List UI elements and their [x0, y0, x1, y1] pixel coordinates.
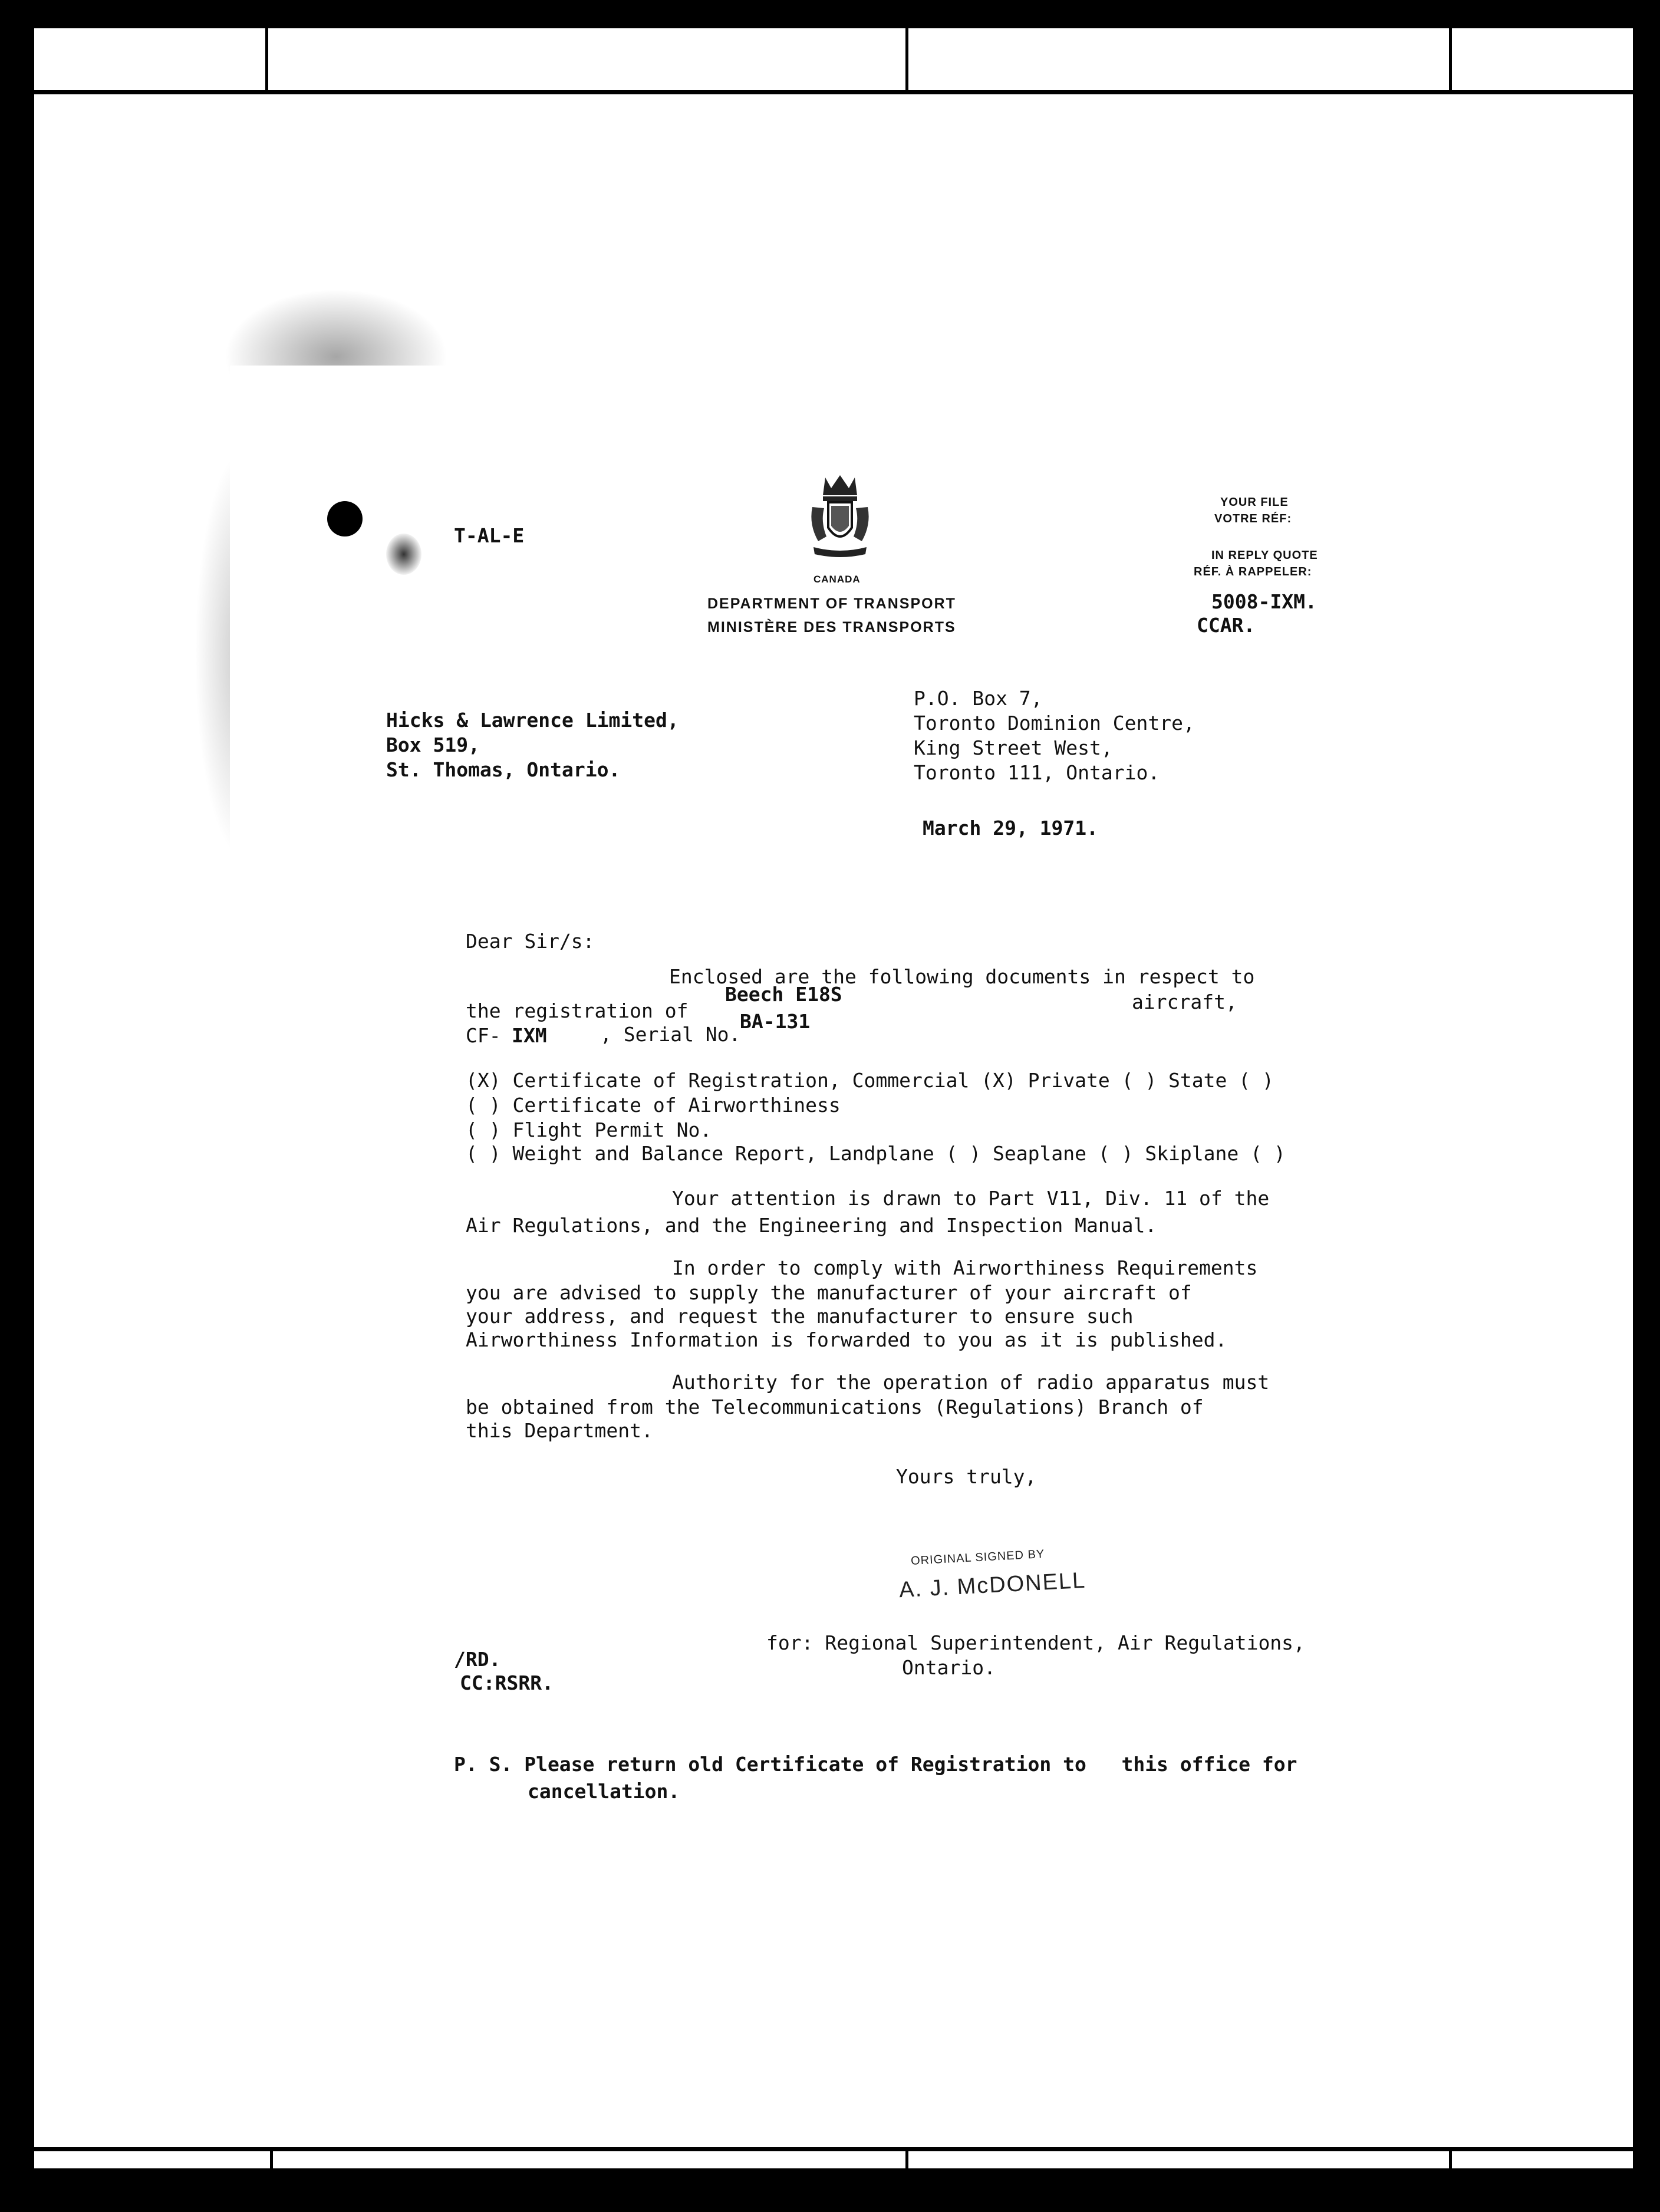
body-line: Your attention is drawn to Part V11, Div. 11 of the [672, 1187, 1270, 1210]
body-line: Air Regulations, and the Engineering and Inspection Manual. [466, 1214, 1157, 1237]
signature-stamp-caption: ORIGINAL SIGNED BY [910, 1548, 1045, 1568]
recipient-line: Hicks & Lawrence Limited, [386, 709, 679, 732]
typist-initials: /RD. [454, 1648, 501, 1671]
body-line: CF- [466, 1024, 501, 1047]
postscript-line: cancellation. [528, 1780, 680, 1803]
top-divider [905, 28, 908, 94]
carbon-copy: CC:RSRR. [460, 1671, 554, 1694]
signatory-region: Ontario. [902, 1656, 996, 1679]
body-line: In order to comply with Airworthiness Requirements [672, 1256, 1258, 1279]
checklist-item: ( ) Flight Permit No. [466, 1118, 712, 1141]
reply-quote-label-fr: RÉF. À RAPPELER: [1194, 565, 1312, 578]
signatory-title: for: Regional Superintendent, Air Regulations, [766, 1631, 1305, 1654]
checklist-item: (X) Certificate of Registration, Commercial (X) Private ( ) State ( ) [466, 1069, 1274, 1092]
registration-mark: IXM [512, 1024, 547, 1047]
recipient-line: Box 519, [386, 733, 480, 756]
body-line: aircraft, [1132, 990, 1237, 1013]
top-divider [265, 28, 268, 94]
reference-number: 5008-IXM. [1211, 590, 1317, 613]
signature-stamp-name: A. J. McDONELL [898, 1568, 1087, 1603]
body-line: Airworthiness Information is forwarded to you as it is published. [466, 1328, 1227, 1351]
top-divider [1449, 28, 1452, 94]
bottom-divider [270, 2147, 273, 2168]
bottom-rule [34, 2147, 1633, 2151]
postscript-line: P. S. Please return old Certificate of Registration to this office for [454, 1753, 1297, 1776]
bottom-divider [905, 2147, 908, 2168]
canada-coat-of-arms-icon [808, 472, 872, 560]
sender-address-line: Toronto 111, Ontario. [914, 761, 1160, 784]
closing: Yours truly, [896, 1465, 1037, 1488]
sender-address-line: Toronto Dominion Centre, [914, 712, 1195, 735]
body-line: your address, and request the manufacturer to ensure such [466, 1305, 1134, 1328]
reply-quote-label-en: IN REPLY QUOTE [1211, 549, 1318, 562]
top-rule [34, 90, 1633, 94]
letter-sheet [230, 366, 1421, 1875]
sender-address-line: King Street West, [914, 736, 1113, 759]
department-name-fr: MINISTÈRE DES TRANSPORTS [707, 619, 956, 636]
sender-address-line: P.O. Box 7, [914, 687, 1043, 710]
body-line: you are advised to supply the manufacturer of your aircraft of [466, 1281, 1192, 1304]
recipient-line: St. Thomas, Ontario. [386, 758, 621, 781]
checklist-item: ( ) Certificate of Airworthiness [466, 1094, 841, 1117]
ink-blot [386, 534, 421, 575]
body-line: the registration of [466, 999, 689, 1022]
bottom-divider [1449, 2147, 1452, 2168]
your-file-label-en: YOUR FILE [1220, 496, 1289, 509]
letter-date: March 29, 1971. [923, 817, 1099, 840]
body-line: Enclosed are the following documents in respect to [669, 965, 1255, 988]
file-code: T-AL-E [454, 524, 525, 547]
department-name-en: DEPARTMENT OF TRANSPORT [707, 595, 956, 612]
aircraft-type: Beech E18S [725, 983, 842, 1006]
body-line: this Department. [466, 1419, 653, 1442]
country-label: CANADA [813, 574, 861, 585]
reference-code: CCAR. [1197, 614, 1256, 637]
body-line: be obtained from the Telecommunications (Regulations) Branch of [466, 1395, 1204, 1418]
body-line: , Serial No. [600, 1023, 741, 1046]
serial-number: BA-131 [740, 1010, 811, 1033]
body-line: Authority for the operation of radio apparatus must [672, 1371, 1270, 1394]
checklist-item: ( ) Weight and Balance Report, Landplane ( ) Seaplane ( ) Skiplane ( ) [466, 1142, 1286, 1165]
your-file-label-fr: VOTRE RÉF: [1214, 512, 1292, 525]
punch-hole [327, 501, 363, 536]
salutation: Dear Sir/s: [466, 930, 595, 953]
